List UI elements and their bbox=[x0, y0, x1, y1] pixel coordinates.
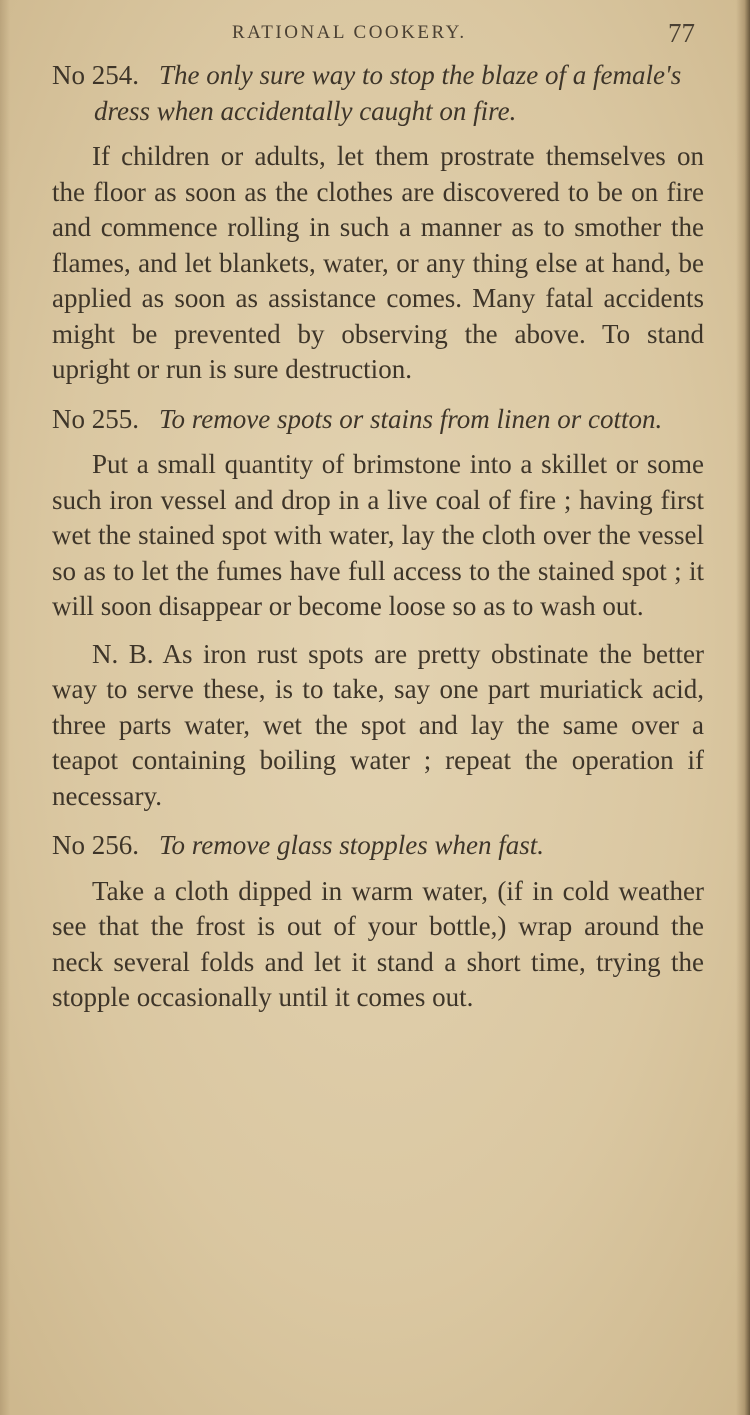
entry-number: No 254. bbox=[52, 60, 139, 90]
entry-heading bbox=[52, 828, 704, 864]
entry-title: To remove glass stopples when fast. bbox=[159, 830, 545, 860]
entry-title: The only sure way to stop the blaze of a female's dress when accidentally caught on fire. bbox=[94, 60, 682, 126]
page-gutter-shadow bbox=[0, 0, 10, 1415]
entry-number: No 255. bbox=[52, 403, 139, 434]
entry-heading bbox=[52, 58, 704, 129]
page-header bbox=[0, 18, 750, 52]
entry-heading bbox=[52, 402, 704, 438]
entry-255 bbox=[52, 402, 704, 815]
entry-paragraph: Put a small quantity of brimstone into a skillet or some such iron vessel and drop in a live coal of fire ; having first wet the stained spot with water, lay the cloth over the vessel so as to let the fumes have full access to the stained spot ; it will soon disappear or become loose so as to wash out. bbox=[52, 449, 704, 621]
entry-256 bbox=[52, 828, 704, 1016]
entry-paragraph: Take a cloth dipped in warm water, (if in cold weather see that the frost is out of your bottle,) wrap around the neck several folds and let it stand a short time, trying the stopple occasionally until it comes out. bbox=[52, 875, 704, 1012]
page-edge-shadow bbox=[736, 0, 750, 1415]
entry-note-paragraph: N. B. As iron rust spots are pretty obstinate the better way to serve these, is to take, say one part muriatick acid, three parts water, wet the spot and lay the same over a teapot containing boiling water ; repeat the operation if necessary. bbox=[52, 638, 704, 811]
entry-254 bbox=[52, 58, 704, 388]
entry-title: To remove spots or stains from linen or cotton. bbox=[159, 403, 663, 434]
entry-paragraph: If children or adults, let them prostrate themselves on the floor as soon as the clothes are discovered to be on fire and commence rolling in such a manner as to smother the flames, and let blankets, water, or any thing else at hand, be applied as soon as assistance comes. Many fatal accidents might be prevented by observing the above. To stand upright or run is sure destruction. bbox=[52, 141, 704, 384]
page-number: 77 bbox=[668, 18, 695, 48]
entry-number: No 256. bbox=[52, 830, 139, 860]
page-body bbox=[52, 58, 704, 1028]
running-head: RATIONAL COOKERY. bbox=[232, 22, 467, 43]
